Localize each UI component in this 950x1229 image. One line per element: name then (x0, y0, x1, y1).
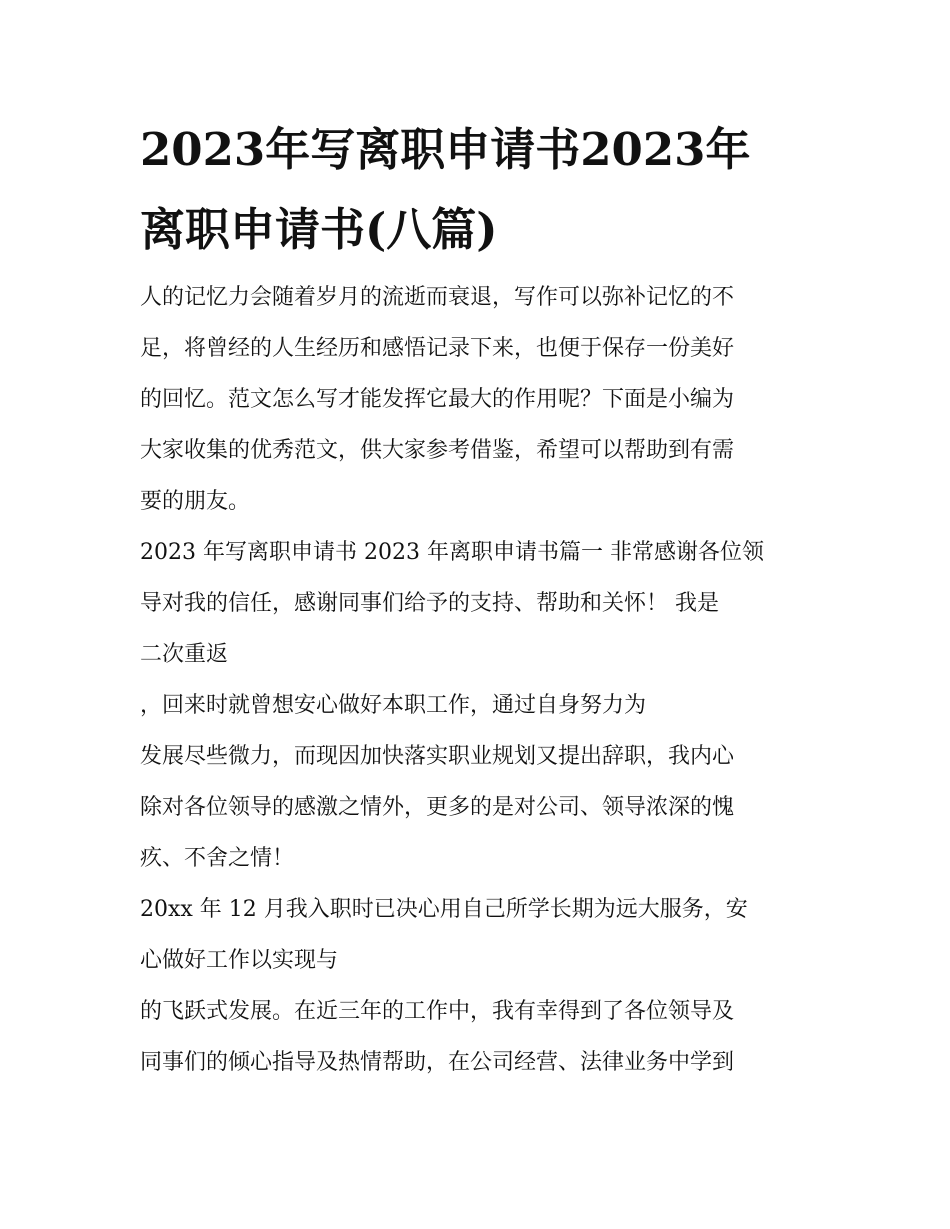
text-line: 疚、不舍之情！ (140, 846, 295, 871)
text-line: 心做好工作以实现与 (140, 948, 339, 973)
text-line: 的飞跃式发展。在近三年的工作中，我有幸得到了各位领导及 (140, 999, 735, 1024)
text-line: 除对各位领导的感激之情外，更多的是对公司、领导浓深的愧 (140, 795, 735, 820)
body-paragraph (140, 884, 820, 986)
text-line: 同事们的倾心指导及热情帮助，在公司经营、法律业务中学到 (140, 1050, 735, 1075)
text-line: 人的记忆力会随着岁月的流逝而衰退，写作可以弥补记忆的不 (140, 285, 735, 310)
text-line: 二次重返 (140, 642, 229, 667)
body-paragraph (140, 986, 820, 1088)
title-line: 2023年写离职申请书2023年 (140, 123, 751, 176)
document-body (140, 272, 820, 1088)
text-line: 20xx 年 12 月我入职时已决心用自己所学长期为远大服务，安 (140, 897, 748, 922)
text-line: 导对我的信任，感谢同事们给予的支持、帮助和关怀！ 我是 (140, 591, 719, 616)
body-paragraph (140, 731, 820, 884)
body-paragraph (140, 680, 820, 731)
document-page (140, 110, 820, 1088)
text-line: 的回忆。范文怎么写才能发挥它最大的作用呢？下面是小编为 (140, 387, 735, 412)
title-line: 离职申请书(八篇) (140, 203, 498, 256)
text-line: 足，将曾经的人生经历和感悟记录下来，也便于保存一份美好 (140, 336, 735, 361)
text-line: ，回来时就曾想安心做好本职工作，通过自身努力为 (140, 693, 647, 718)
text-line: 发展尽些微力，而现因加快落实职业规划又提出辞职，我内心 (140, 744, 735, 769)
intro-paragraph (140, 272, 820, 527)
body-paragraph (140, 527, 820, 680)
text-line: 2023 年写离职申请书 2023 年离职申请书篇一 非常感谢各位领 (140, 540, 764, 565)
text-line: 要的朋友。 (140, 489, 251, 514)
document-title (140, 110, 820, 270)
text-line: 大家收集的优秀范文，供大家参考借鉴，希望可以帮助到有需 (140, 438, 735, 463)
